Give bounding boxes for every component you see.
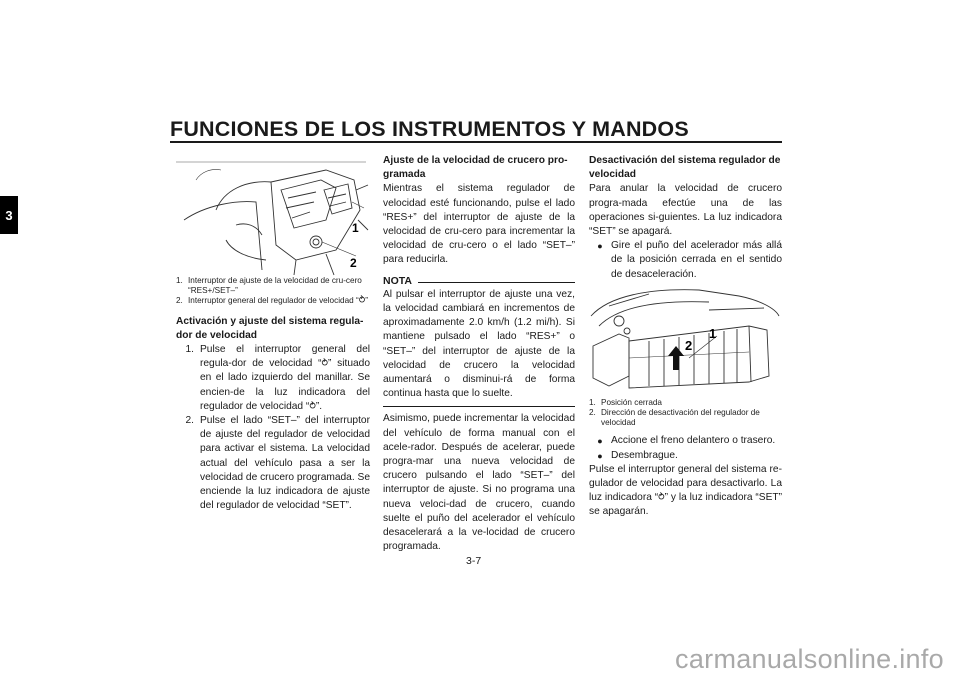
list-item: ● Desembrague.: [589, 449, 782, 463]
page-title: FUNCIONES DE LOS INSTRUMENTOS Y MANDOS: [170, 117, 689, 141]
note-end-rule: [383, 406, 575, 407]
caption-item: 2. Dirección de desactivación del regulador de velocidad: [589, 408, 760, 428]
section-heading-adjust: Ajuste de la velocidad de crucero pro-gramada: [383, 155, 568, 181]
column-right: [589, 154, 782, 520]
caption-item: 1. Interruptor de ajuste de la velocidad de cru-cero “RES+/SET–”: [176, 276, 362, 296]
paragraph: Pulse el interruptor general del sistema re-gulador de velocidad para desactivarlo. La luz indicadora “⥁” y la luz indicadora “SET” se apagarán.: [589, 463, 782, 518]
section-heading-deactivation: Desactivación del sistema regulador de velocidad: [589, 155, 781, 181]
note-heading: NOTA: [383, 274, 575, 288]
column-middle: [383, 154, 575, 554]
handlebar-switch-figure: [176, 150, 370, 276]
list-item: 1. Pulse el interruptor general del regula-dor de velocidad “⥁” situado en el lado izquierdo del manillar. Se encien-de la luz indicadora del regulador de velocidad “⥁”.: [185, 344, 370, 412]
bullet-icon: ●: [597, 450, 603, 461]
figure-label-1: 1: [352, 221, 359, 235]
bullet-icon: ●: [597, 241, 603, 252]
section-heading-activation: Activación y ajuste del sistema regula-dor de velocidad: [176, 315, 364, 341]
figure-caption-list: [589, 398, 782, 429]
paragraph: Mientras el sistema regulador de velocidad esté funcionando, pulse el lado “RES+” del interruptor de ajuste de la velocidad de cru-cero para incrementar la velocidad de cru-cero o el lado “SET–” para reducirla.: [383, 183, 575, 266]
header-rule: [170, 141, 782, 143]
figure-label-1: 1: [709, 325, 717, 341]
caption-item: 1. Posición cerrada: [589, 397, 662, 407]
list-item: 2. Pulse el lado “SET–” del interruptor de ajuste del regulador de velocidad para activar el sistema. La velocidad actual del vehículo pasa a ser la velocidad de crucero programada. Se enciende la luz indicadora de ajuste del regulador de velocidad “SET”.: [185, 415, 370, 512]
list-item: ● Gire el puño del acelerador más allá de la posición cerrada en el sentido de desaceleración.: [589, 239, 782, 282]
paragraph: Asimismo, puede incrementar la velocidad del vehículo de forma manual con el acele-rador. Después de acelerar, puede progra-mar una nueva velocidad de crucero pulsando el lado “SET–” del interruptor de ajuste. Si no programa una nueva veloci-dad de crucero, cuando suelte el puño del acelerador el vehículo desacelerará a la ve-locidad de crucero programada.: [383, 413, 575, 553]
throttle-grip-figure: [589, 286, 782, 398]
figure-label-2: 2: [685, 337, 693, 353]
figure-caption-list: [176, 276, 370, 307]
chapter-tab: 3: [0, 196, 18, 234]
cruise-control-icon: ⥁: [309, 400, 316, 412]
page-number: 3-7: [466, 555, 482, 567]
cruise-control-icon: ⥁: [321, 358, 328, 370]
figure-label-2: 2: [350, 256, 357, 270]
note-rule: [418, 282, 575, 283]
list-item: ● Accione el freno delantero o trasero.: [589, 434, 782, 448]
column-left: [176, 150, 370, 513]
note-text: Al pulsar el interruptor de ajuste una vez, la velocidad cambiará en incrementos de aproximadamente 2.0 km/h (1.2 mi/h). Si mantiene pulsado el lado “RES+” o “SET–” del interruptor de ajuste de la velocidad de crucero la velocidad aumentará o disminui-rá de forma continua hasta que lo suelte.: [383, 288, 575, 400]
cruise-control-icon: ⥁: [358, 295, 366, 307]
bullet-icon: ●: [597, 436, 603, 447]
watermark: carmanualsonline.info: [675, 644, 944, 674]
cruise-control-icon: ⥁: [658, 492, 665, 504]
caption-item: 2. Interruptor general del regulador de velocidad “⥁”: [176, 295, 368, 307]
paragraph: Para anular la velocidad de crucero progra-mada efectúe una de las operaciones si-guientes. La luz indicadora “SET” se apagará.: [589, 183, 782, 238]
